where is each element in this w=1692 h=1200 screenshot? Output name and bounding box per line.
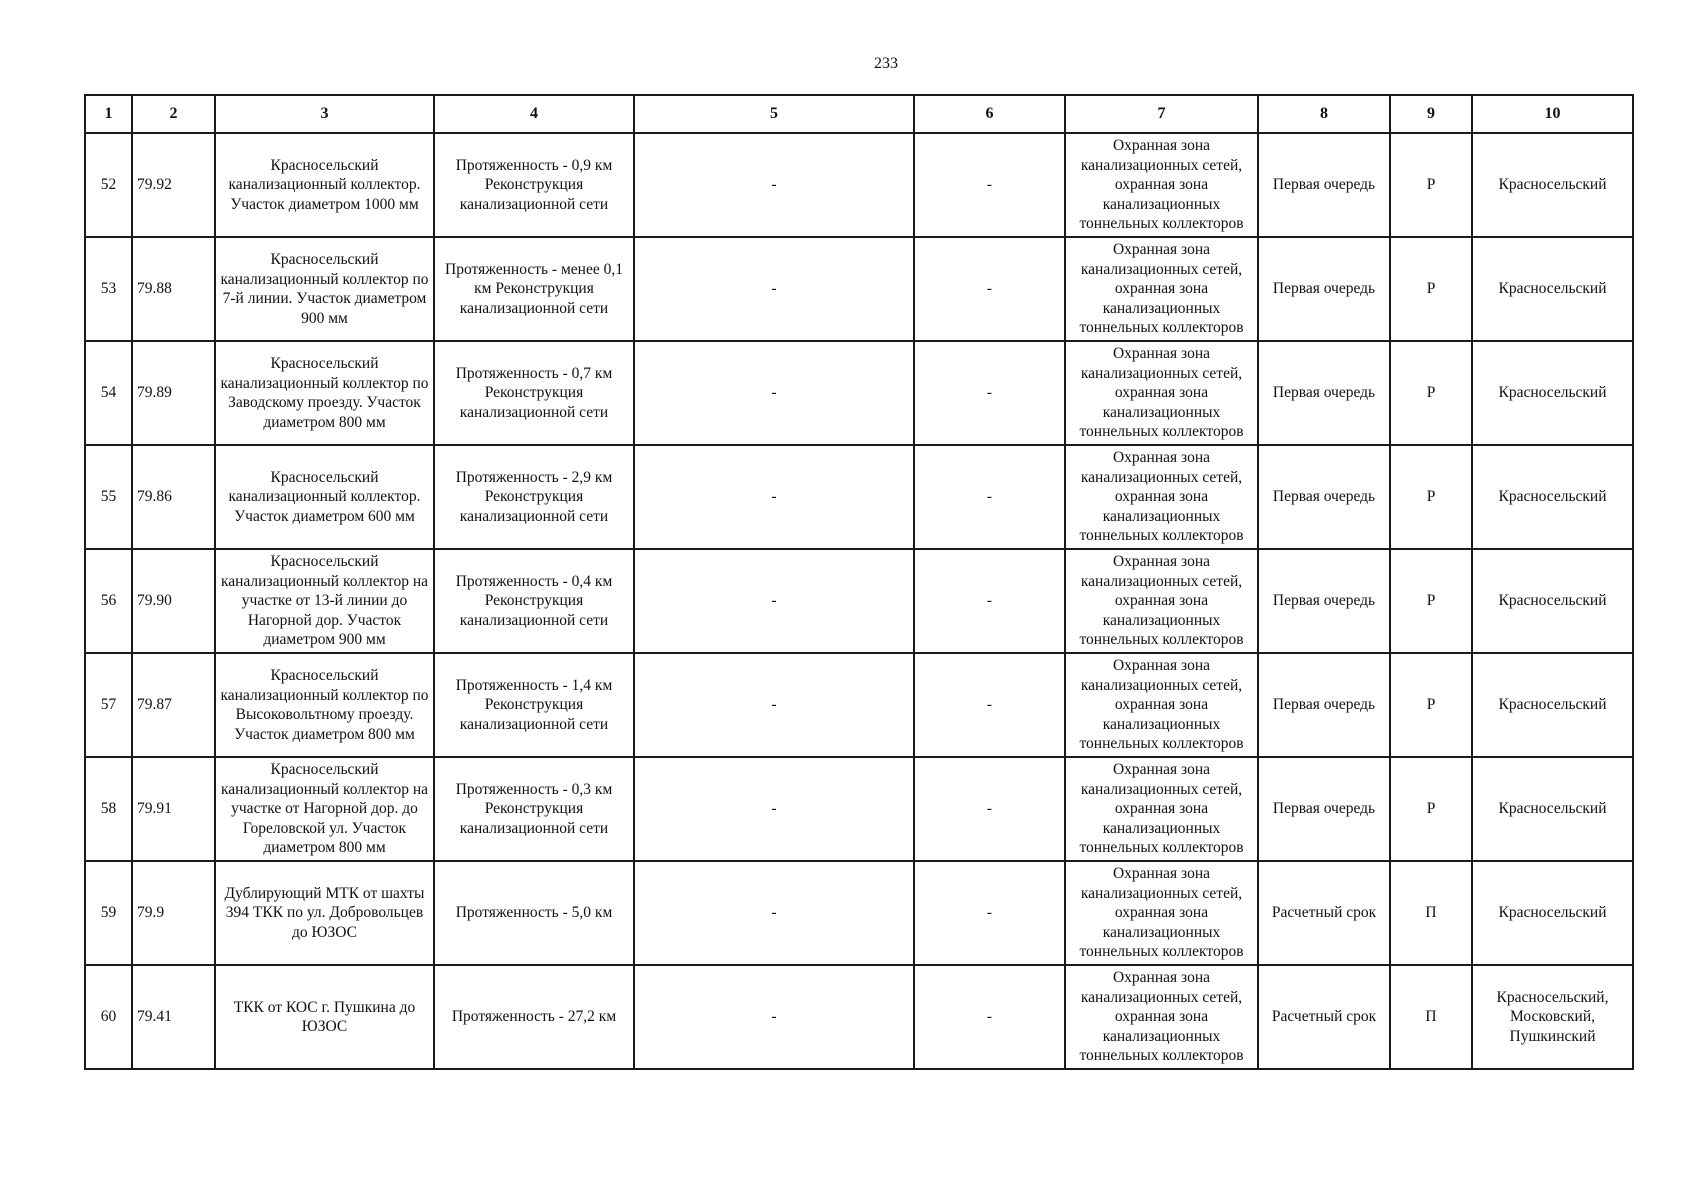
column-header-8: 8 xyxy=(1258,95,1390,133)
column-5-value: - xyxy=(634,445,914,549)
column-5-value: - xyxy=(634,549,914,653)
page-number: 233 xyxy=(874,55,898,72)
table-row xyxy=(85,757,1633,861)
table-row xyxy=(85,965,1633,1069)
district: Красносельский xyxy=(1472,653,1633,757)
object-parameters: Протяженность - 0,7 км Реконструкция канализационной сети xyxy=(434,341,634,445)
object-parameters: Протяженность - 0,4 км Реконструкция канализационной сети xyxy=(434,549,634,653)
implementation-term: Первая очередь xyxy=(1258,133,1390,237)
protection-zone: Охранная зона канализационных сетей, охранная зона канализационных тоннельных коллекторов xyxy=(1065,341,1258,445)
table-row xyxy=(85,133,1633,237)
district: Красносельский, Московский, Пушкинский xyxy=(1472,965,1633,1069)
object-name: Красносельский канализационный коллектор по 7-й линии. Участок диаметром 900 мм xyxy=(215,237,434,341)
table-row xyxy=(85,341,1633,445)
object-name: ТКК от КОС г. Пушкина до ЮЗОС xyxy=(215,965,434,1069)
object-name: Дублирующий МТК от шахты 394 ТКК по ул. Добровольцев до ЮЗОС xyxy=(215,861,434,965)
status-code: Р xyxy=(1390,445,1472,549)
row-number: 53 xyxy=(85,237,132,341)
object-parameters: Протяженность - 0,3 км Реконструкция канализационной сети xyxy=(434,757,634,861)
column-header-3: 3 xyxy=(215,95,434,133)
column-header-7: 7 xyxy=(1065,95,1258,133)
column-6-value: - xyxy=(914,445,1065,549)
object-name: Красносельский канализационный коллектор на участке от Нагорной дор. до Гореловской ул. Участок диаметром 800 мм xyxy=(215,757,434,861)
district: Красносельский xyxy=(1472,861,1633,965)
column-6-value: - xyxy=(914,861,1065,965)
row-number: 57 xyxy=(85,653,132,757)
column-6-value: - xyxy=(914,757,1065,861)
row-number: 52 xyxy=(85,133,132,237)
status-code: П xyxy=(1390,861,1472,965)
protection-zone: Охранная зона канализационных сетей, охранная зона канализационных тоннельных коллекторов xyxy=(1065,237,1258,341)
column-header-2: 2 xyxy=(132,95,215,133)
column-header-4: 4 xyxy=(434,95,634,133)
object-code: 79.92 xyxy=(132,133,215,237)
district: Красносельский xyxy=(1472,133,1633,237)
column-header-5: 5 xyxy=(634,95,914,133)
implementation-term: Расчетный срок xyxy=(1258,965,1390,1069)
table-row xyxy=(85,237,1633,341)
status-code: Р xyxy=(1390,549,1472,653)
district: Красносельский xyxy=(1472,757,1633,861)
status-code: Р xyxy=(1390,237,1472,341)
status-code: Р xyxy=(1390,133,1472,237)
object-name: Красносельский канализационный коллектор. Участок диаметром 1000 мм xyxy=(215,133,434,237)
district: Красносельский xyxy=(1472,445,1633,549)
table-row xyxy=(85,445,1633,549)
object-parameters: Протяженность - менее 0,1 км Реконструкция канализационной сети xyxy=(434,237,634,341)
object-code: 79.41 xyxy=(132,965,215,1069)
column-6-value: - xyxy=(914,341,1065,445)
object-parameters: Протяженность - 2,9 км Реконструкция канализационной сети xyxy=(434,445,634,549)
protection-zone: Охранная зона канализационных сетей, охранная зона канализационных тоннельных коллекторов xyxy=(1065,965,1258,1069)
column-5-value: - xyxy=(634,341,914,445)
column-5-value: - xyxy=(634,861,914,965)
column-5-value: - xyxy=(634,965,914,1069)
column-5-value: - xyxy=(634,133,914,237)
protection-zone: Охранная зона канализационных сетей, охранная зона канализационных тоннельных коллекторов xyxy=(1065,133,1258,237)
row-number: 56 xyxy=(85,549,132,653)
table-row xyxy=(85,549,1633,653)
column-6-value: - xyxy=(914,965,1065,1069)
object-name: Красносельский канализационный коллектор по Высоковольтному проезду. Участок диаметром 800 мм xyxy=(215,653,434,757)
protection-zone: Охранная зона канализационных сетей, охранная зона канализационных тоннельных коллекторов xyxy=(1065,549,1258,653)
protection-zone: Охранная зона канализационных сетей, охранная зона канализационных тоннельных коллекторов xyxy=(1065,861,1258,965)
district: Красносельский xyxy=(1472,549,1633,653)
implementation-term: Первая очередь xyxy=(1258,237,1390,341)
implementation-term: Первая очередь xyxy=(1258,445,1390,549)
column-header-6: 6 xyxy=(914,95,1065,133)
object-code: 79.89 xyxy=(132,341,215,445)
implementation-term: Первая очередь xyxy=(1258,757,1390,861)
object-parameters: Протяженность - 0,9 км Реконструкция канализационной сети xyxy=(434,133,634,237)
object-code: 79.91 xyxy=(132,757,215,861)
object-code: 79.90 xyxy=(132,549,215,653)
column-header-10: 10 xyxy=(1472,95,1633,133)
row-number: 55 xyxy=(85,445,132,549)
object-parameters: Протяженность - 1,4 км Реконструкция канализационной сети xyxy=(434,653,634,757)
column-6-value: - xyxy=(914,237,1065,341)
table-row xyxy=(85,653,1633,757)
object-code: 79.88 xyxy=(132,237,215,341)
object-name: Красносельский канализационный коллектор по Заводскому проезду. Участок диаметром 800 мм xyxy=(215,341,434,445)
implementation-term: Первая очередь xyxy=(1258,341,1390,445)
row-number: 54 xyxy=(85,341,132,445)
protection-zone: Охранная зона канализационных сетей, охранная зона канализационных тоннельных коллекторов xyxy=(1065,757,1258,861)
implementation-term: Первая очередь xyxy=(1258,549,1390,653)
object-parameters: Протяженность - 27,2 км xyxy=(434,965,634,1069)
table-row xyxy=(85,861,1633,965)
status-code: Р xyxy=(1390,341,1472,445)
column-header-9: 9 xyxy=(1390,95,1472,133)
status-code: П xyxy=(1390,965,1472,1069)
object-code: 79.86 xyxy=(132,445,215,549)
implementation-term: Расчетный срок xyxy=(1258,861,1390,965)
column-5-value: - xyxy=(634,653,914,757)
status-code: Р xyxy=(1390,757,1472,861)
column-header-1: 1 xyxy=(85,95,132,133)
object-parameters: Протяженность - 5,0 км xyxy=(434,861,634,965)
protection-zone: Охранная зона канализационных сетей, охранная зона канализационных тоннельных коллекторов xyxy=(1065,445,1258,549)
data-table xyxy=(84,94,1634,1070)
object-name: Красносельский канализационный коллектор. Участок диаметром 600 мм xyxy=(215,445,434,549)
row-number: 59 xyxy=(85,861,132,965)
column-6-value: - xyxy=(914,549,1065,653)
protection-zone: Охранная зона канализационных сетей, охранная зона канализационных тоннельных коллекторов xyxy=(1065,653,1258,757)
column-6-value: - xyxy=(914,133,1065,237)
row-number: 58 xyxy=(85,757,132,861)
header-row xyxy=(85,95,1633,133)
status-code: Р xyxy=(1390,653,1472,757)
column-6-value: - xyxy=(914,653,1065,757)
implementation-term: Первая очередь xyxy=(1258,653,1390,757)
object-code: 79.9 xyxy=(132,861,215,965)
column-5-value: - xyxy=(634,237,914,341)
district: Красносельский xyxy=(1472,237,1633,341)
column-5-value: - xyxy=(634,757,914,861)
object-code: 79.87 xyxy=(132,653,215,757)
object-name: Красносельский канализационный коллектор на участке от 13-й линии до Нагорной дор. Участок диаметром 900 мм xyxy=(215,549,434,653)
district: Красносельский xyxy=(1472,341,1633,445)
row-number: 60 xyxy=(85,965,132,1069)
